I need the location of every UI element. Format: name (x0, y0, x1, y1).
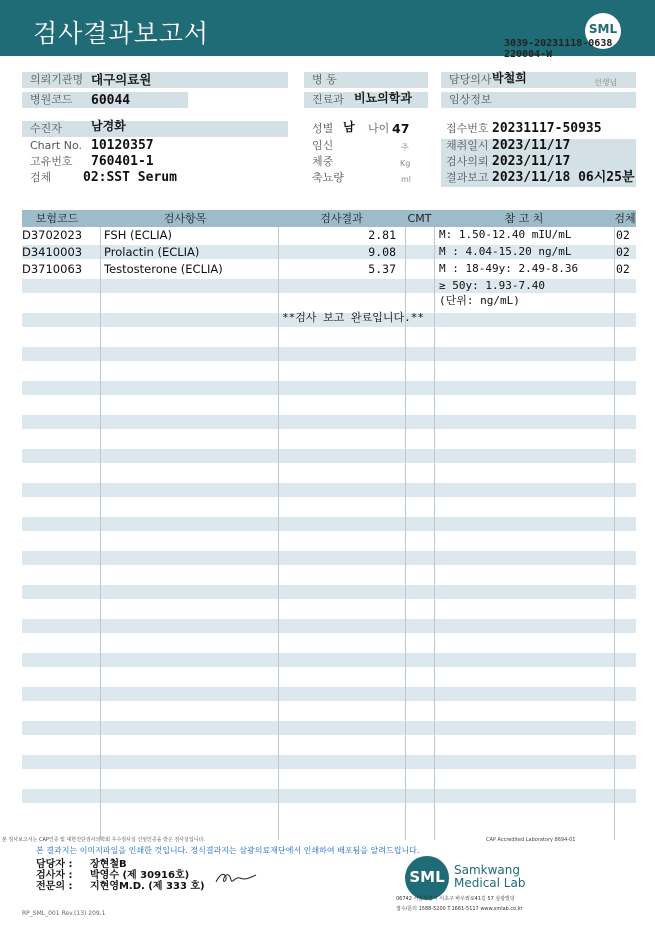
chart-no-value: 10120357 (91, 138, 154, 153)
company-phone: 접수/문의 1588-5200 T.1661-5117 www.smlab.co.kr (396, 906, 523, 912)
row-result: 9.08 (368, 245, 396, 259)
row-band (22, 721, 636, 735)
row-band (22, 619, 636, 633)
doctor-value: 박철희 (492, 71, 527, 85)
department-label: 진료과 (304, 92, 428, 108)
institution-label: 의뢰기관명 (22, 72, 86, 88)
collect-value: 2023/11/17 (492, 138, 571, 153)
urine-unit: ml (401, 175, 412, 184)
report-date-label: 결과보고 (446, 171, 489, 184)
hospital-code-label: 병원코드 (22, 92, 86, 108)
completion-message: **검사 보고 완료입니다.** (282, 311, 424, 324)
hospital-code-value: 60044 (91, 93, 131, 108)
age-label: 나이 (368, 122, 390, 135)
row-code: D3702023 (22, 228, 83, 242)
request-value: 2023/11/17 (492, 154, 571, 169)
row-reference: M : 4.04-15.20 ng/mL (439, 245, 572, 258)
row-item: Testosterone (ECLIA) (104, 262, 223, 276)
row-result: 5.37 (368, 262, 396, 276)
responsible-label: 담당자 : (36, 859, 73, 870)
col-reference: 참 고 치 (504, 212, 544, 225)
row-item: FSH (ECLIA) (104, 228, 172, 242)
clinical-info-label: 임상정보 (441, 92, 636, 108)
patient-label: 수진자 (22, 121, 288, 137)
row-code: D3410003 (22, 245, 83, 259)
doctor-label: 담당의사 (441, 72, 636, 88)
row-result: 2.81 (368, 228, 396, 242)
report-title: 검사결과보고서 (33, 19, 210, 48)
row-specimen: 02 (616, 228, 630, 242)
receipt-value: 20231117-50935 (492, 121, 602, 136)
age-value: 47 (392, 121, 410, 136)
specimen-value: 02:SST Serum (83, 170, 177, 185)
institution-value: 대구의료원 (91, 72, 152, 87)
certification-note: 본 검사보고서는 CAP인증 및 대한진단검사의학회 우수검사실 신임인증을 받은 검사실입니다. (2, 837, 205, 843)
cap-accreditation: CAP Accredited Laboratory 8694-01 (486, 837, 576, 843)
specimen-label: 검체 (30, 171, 52, 184)
reference-extra-line: ≥ 50y: 1.93-7.40 (439, 279, 545, 292)
sex-value: 남 (343, 120, 355, 134)
inspector-value: 박영수 (제 30916호) (90, 870, 190, 881)
patient-value: 남경화 (91, 119, 126, 133)
weight-unit: Kg (400, 159, 411, 168)
company-name-line2: Medical Lab (454, 876, 526, 890)
row-item: Prolactin (ECLIA) (104, 245, 200, 259)
row-band (22, 483, 636, 497)
row-band (22, 687, 636, 701)
col-test-item: 검사항목 (163, 212, 207, 225)
company-address: 06742 서울특별시 서초구 바우뫼로41길 57 삼광빌딩 (396, 896, 515, 902)
company-name-line1: Samkwang (454, 863, 520, 877)
pregnancy-label: 임신 (312, 139, 334, 152)
department-value: 비뇨의학과 (354, 91, 412, 105)
unique-id-label: 고유번호 (30, 155, 73, 168)
row-band (22, 755, 636, 769)
row-band (22, 789, 636, 803)
row-band (22, 381, 636, 395)
row-specimen: 02 (616, 262, 630, 276)
signature-image (214, 868, 258, 886)
reference-unit-line: (단위: ng/mL) (439, 294, 520, 307)
row-band (22, 415, 636, 429)
chart-no-label: Chart No. (30, 139, 82, 152)
responsible-value: 장현철B (90, 859, 127, 870)
report-date-value: 2023/11/18 06시25분 (492, 170, 635, 185)
ward-label: 병 동 (304, 72, 428, 88)
row-reference: M : 18-49y: 2.49-8.36 (439, 262, 579, 275)
results-table-header (22, 210, 636, 227)
sml-emblem-icon: SML (405, 856, 449, 900)
specialist-value: 지현영M.D. (제 333 호) (90, 881, 205, 892)
print-notice: 본 결과지는 이미지파일을 인쇄한 것입니다. 정식결과지는 삼광의료재단에서 인쇄하여 배포됨을 알려드립니다. (36, 846, 420, 855)
unique-id-value: 760401-1 (91, 154, 154, 169)
col-specimen: 검체 (614, 212, 636, 225)
specialist-label: 전문의 : (36, 881, 73, 892)
row-band (22, 653, 636, 667)
report-number: 3039-20231118-0638 220004-W (504, 38, 613, 60)
document-code: RP_SML_001 Rev.(13) 209.1 (22, 910, 106, 917)
row-band (22, 517, 636, 531)
row-band (22, 347, 636, 361)
collect-label: 채취일시 (446, 139, 489, 152)
sml-logo-icon: SML (585, 13, 621, 49)
col-insurance-code: 보험코드 (35, 212, 79, 225)
row-band (22, 449, 636, 463)
row-specimen: 02 (616, 245, 630, 259)
receipt-label: 접수번호 (446, 122, 489, 135)
row-band (22, 551, 636, 565)
col-result: 검사결과 (320, 212, 363, 225)
col-cmt: CMT (407, 212, 432, 225)
inspector-label: 검사자 : (36, 870, 73, 881)
doctor-suffix: 선생님 (594, 78, 618, 87)
row-reference: M: 1.50-12.40 mIU/mL (439, 228, 572, 241)
urine-label: 축뇨량 (312, 171, 344, 184)
row-code: D3710063 (22, 262, 83, 276)
sex-label: 성별 (312, 122, 334, 135)
row-band (22, 585, 636, 599)
pregnancy-unit: 주 (401, 143, 409, 152)
request-label: 검사의뢰 (446, 155, 489, 168)
weight-label: 체중 (312, 155, 334, 168)
